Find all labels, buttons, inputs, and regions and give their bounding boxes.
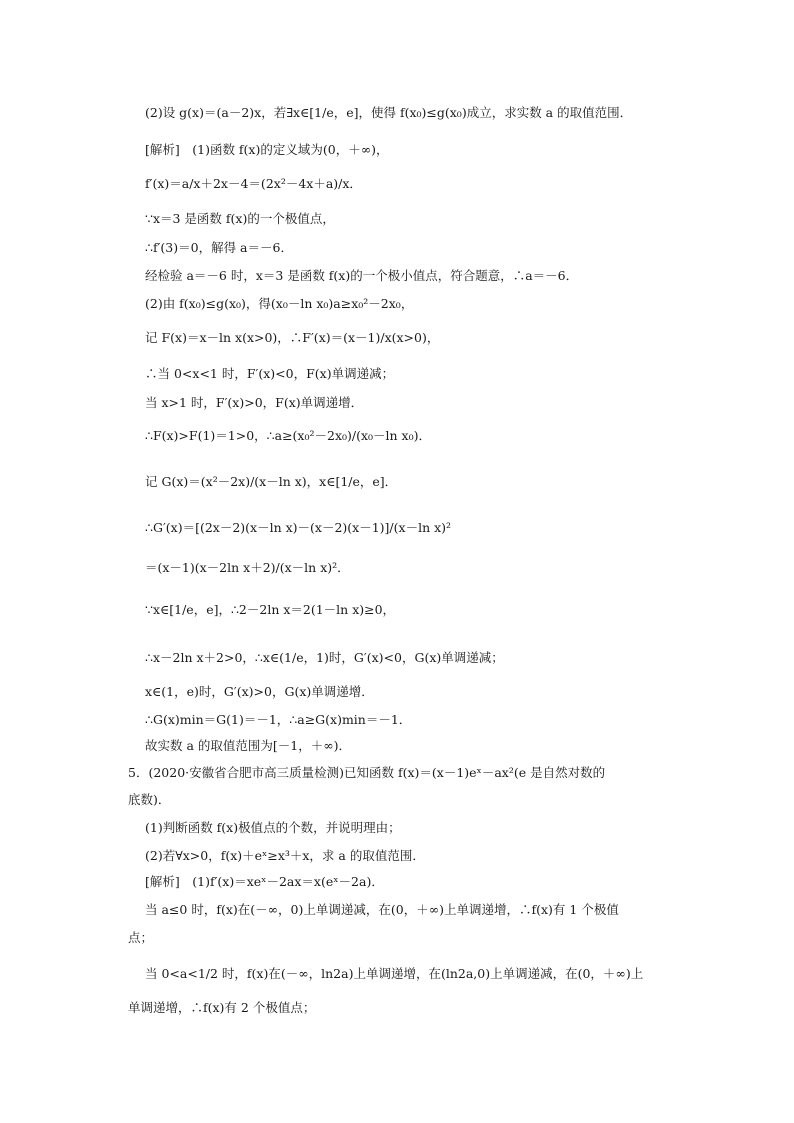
text-line: ∵x＝3 是函数 f(x)的一个极值点， [145,211,335,226]
text-line: 当 0<a<1/2 时，f(x)在(－∞，ln2a)上单调递增，在(ln2a,0)上单调递减，在(0，＋∞)上 [145,966,644,981]
text-line: ∴G(x)min＝G(1)＝－1，∴a≥G(x)min＝－1． [145,712,412,727]
text-line: 当 x>1 时，F′(x)>0，F(x)单调递增． [145,395,364,410]
text-line: ∴当 0<x<1 时，F′(x)<0，F(x)单调递减； [145,366,395,381]
text-line: (2)设 g(x)＝(a－2)x，若∃x∈[1/e，e]，使得 f(x₀)≤g(x₀)成立，求实数 a 的取值范围． [145,105,633,120]
text-line: 底数)． [128,792,171,807]
text-line: 当 a≤0 时，f(x)在(－∞，0)上单调递减，在(0，＋∞)上单调递增，∴f(x)有 1 个极值 [145,902,619,917]
text-line: 故实数 a 的取值范围为[－1，＋∞)． [145,738,352,753]
text-line: x∈(1，e)时，G′(x)>0，G(x)单调递增． [145,684,374,699]
text-line: [解析] (1)函数 f(x)的定义域为(0，＋∞)， [145,142,389,157]
text-line: 5．(2020·安徽省合肥市高三质量检测)已知函数 f(x)＝(x－1)eˣ－ax²(e 是自然对数的 [128,765,606,780]
text-line: 记 G(x)＝(x²－2x)/(x－ln x)，x∈[1/e，e]． [145,474,398,489]
text-line: [解析] (1)f′(x)＝xeˣ－2ax＝x(eˣ－2a)． [145,874,384,889]
text-line: (2)若∀x>0，f(x)＋eˣ≥x³＋x，求 a 的取值范围． [145,848,425,863]
text-line: 点； [128,930,154,945]
text-line: f′(x)＝a/x＋2x－4＝(2x²－4x＋a)/x． [145,176,362,191]
text-line: (1)判断函数 f(x)极值点的个数，并说明理由； [145,820,401,835]
text-line: ∴G′(x)＝[(2x－2)(x－ln x)－(x－2)(x－1)]/(x－ln x)² [145,520,452,535]
text-line: 单调递增，∴f(x)有 2 个极值点； [128,1000,316,1015]
text-line: (2)由 f(x₀)≤g(x₀)，得(x₀－ln x₀)a≥x₀²－2x₀， [145,296,414,311]
text-line: ∴x－2ln x＋2>0，∴x∈(1/e，1)时，G′(x)<0，G(x)单调递减； [145,650,504,665]
text-line: ＝(x－1)(x－2ln x＋2)/(x－ln x)²． [145,560,350,575]
text-line: ∴F(x)>F(1)＝1>0，∴a≥(x₀²－2x₀)/(x₀－ln x₀)． [145,428,431,443]
text-line: 经检验 a＝－6 时，x＝3 是函数 f(x)的一个极小值点，符合题意，∴a＝－6． [145,268,579,283]
text-line: ∴f′(3)＝0，解得 a＝－6． [145,240,293,255]
text-line: 记 F(x)＝x－ln x(x>0)，∴F′(x)＝(x－1)/x(x>0)， [145,330,440,345]
text-line: ∵x∈[1/e，e]，∴2－2ln x＝2(1－ln x)≥0， [145,602,396,617]
